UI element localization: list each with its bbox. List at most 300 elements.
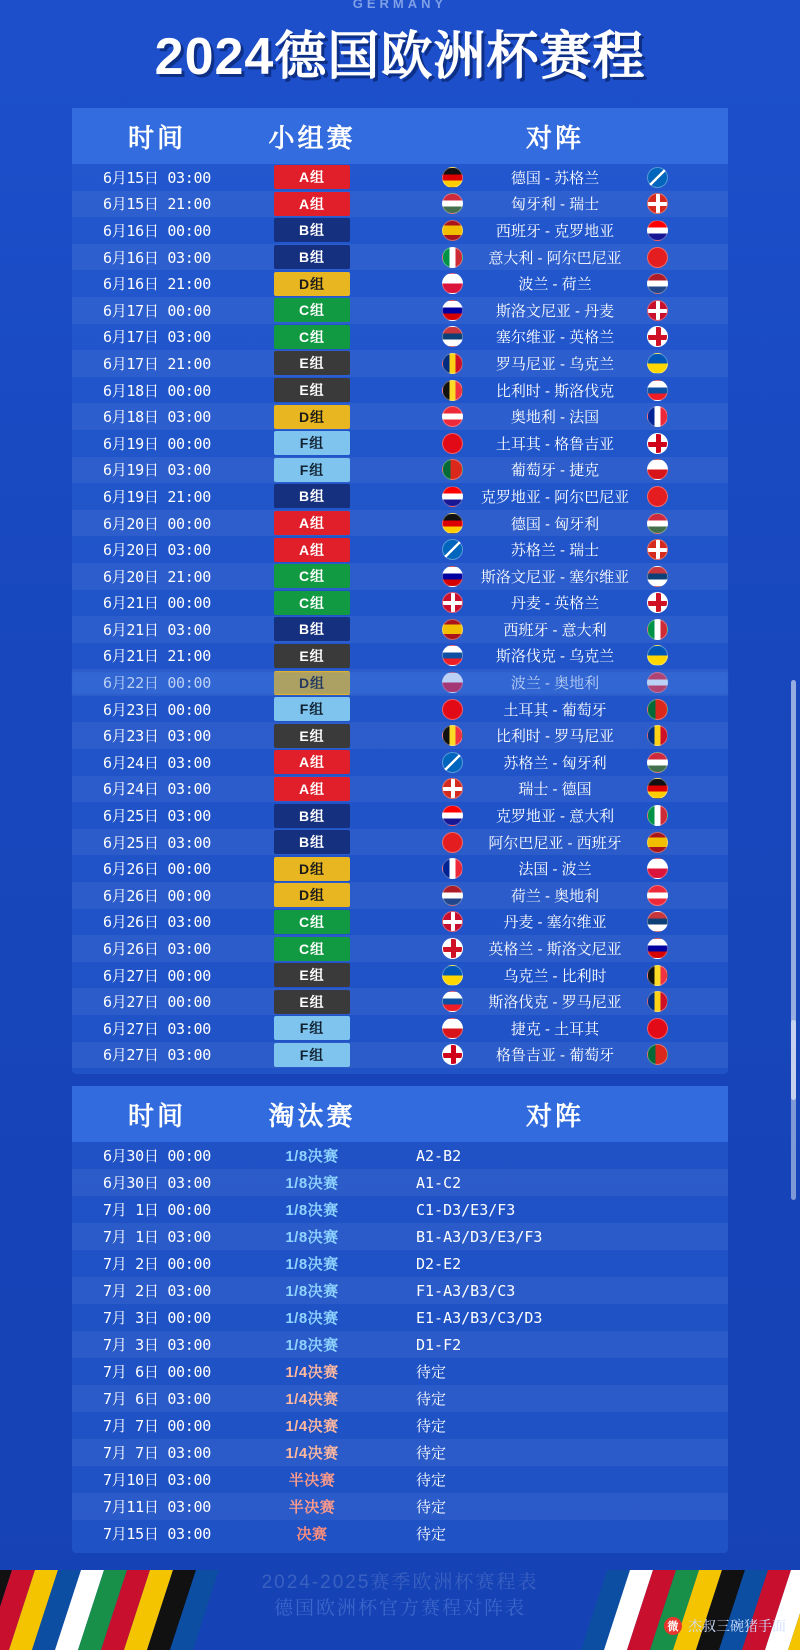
column-header-time: 时间: [127, 122, 186, 153]
table-row[interactable]: [72, 1304, 728, 1331]
table-row[interactable]: [72, 563, 728, 590]
group-badge: D组: [274, 405, 350, 429]
column-header-stage: 淘汰赛: [268, 1100, 356, 1131]
group-badge: B组: [274, 617, 350, 641]
group-badge: C组: [274, 910, 350, 934]
match-time: 6月27日 03:00: [103, 1019, 211, 1038]
match-time: 6月27日 00:00: [103, 966, 211, 985]
team-names: 捷克 - 土耳其: [510, 1020, 600, 1038]
table-row[interactable]: [72, 403, 728, 430]
team-names: 格鲁吉亚 - 葡萄牙: [495, 1047, 615, 1065]
flag-icon-fr: [647, 406, 668, 427]
page-title: 2024德国欧洲杯赛程: [154, 27, 646, 86]
group-cell: [242, 883, 382, 907]
flag-icon-ge: [647, 433, 668, 454]
knockout-stage-label: 1/8决赛: [285, 1256, 339, 1274]
group-badge: F组: [274, 431, 350, 455]
flag-icon-hu: [647, 513, 668, 534]
match-cell: [382, 725, 728, 746]
knockout-pairing: F1-A3/B3/C3: [416, 1281, 516, 1300]
flag-icon-at: [442, 406, 463, 427]
group-cell: [242, 671, 382, 695]
match-time: 6月27日 00:00: [103, 993, 211, 1012]
flag-icon-pt: [647, 1044, 668, 1065]
knockout-stage-label: 1/4决赛: [285, 1418, 339, 1436]
team-names: 德国 - 苏格兰: [510, 169, 600, 187]
knockout-stage-label: 1/8决赛: [285, 1148, 339, 1166]
table-row[interactable]: [72, 483, 728, 510]
knockout-stage-table: [72, 1086, 728, 1553]
group-badge: B组: [274, 218, 350, 242]
match-time: 6月16日 21:00: [103, 275, 211, 294]
team-names: 奥地利 - 法国: [510, 409, 600, 427]
table-row[interactable]: [72, 882, 728, 909]
match-time: 6月23日 03:00: [103, 727, 211, 746]
group-badge: A组: [274, 192, 350, 216]
team-names: 土耳其 - 格鲁吉亚: [495, 435, 615, 453]
table-row[interactable]: [72, 1042, 728, 1069]
knockout-pairing: D2-E2: [416, 1254, 462, 1273]
group-badge: D组: [274, 857, 350, 881]
table-row[interactable]: [72, 776, 728, 803]
group-badge: A组: [274, 538, 350, 562]
group-badge: E组: [274, 378, 350, 402]
flag-icon-rs: [647, 566, 668, 587]
poster-header: [0, 0, 800, 96]
group-cell: [242, 511, 382, 535]
table-row[interactable]: [72, 1196, 728, 1223]
table-row[interactable]: [72, 457, 728, 484]
group-cell: [242, 990, 382, 1014]
group-cell: [242, 617, 382, 641]
group-badge: B组: [274, 804, 350, 828]
flag-icon-pt: [647, 699, 668, 720]
table-row[interactable]: [72, 217, 728, 244]
match-time: 7月 3日 00:00: [103, 1309, 211, 1328]
group-cell: [242, 804, 382, 828]
team-names: 苏格兰 - 瑞士: [510, 542, 600, 560]
match-time: 6月26日 03:00: [103, 913, 211, 932]
group-cell: [242, 218, 382, 242]
knockout-pairing: 待定: [416, 1363, 447, 1382]
knockout-pairing: C1-D3/E3/F3: [416, 1200, 516, 1219]
knockout-table-header: [72, 1086, 728, 1142]
flag-icon-al: [647, 247, 668, 268]
group-cell: [242, 857, 382, 881]
table-row[interactable]: [72, 749, 728, 776]
table-row[interactable]: [72, 244, 728, 271]
group-badge: A组: [274, 750, 350, 774]
flag-icon-at: [647, 672, 668, 693]
match-cell: [382, 778, 728, 799]
knockout-stage-label: 1/4决赛: [285, 1445, 339, 1463]
table-row[interactable]: [72, 962, 728, 989]
match-time: 7月 1日 03:00: [103, 1228, 211, 1247]
match-cell: [382, 167, 728, 188]
match-time: 6月21日 00:00: [103, 594, 211, 613]
team-names: 丹麦 - 塞尔维亚: [503, 914, 607, 932]
flag-icon-tr: [442, 699, 463, 720]
table-row[interactable]: [72, 324, 728, 351]
table-row[interactable]: [72, 855, 728, 882]
table-row[interactable]: [72, 1250, 728, 1277]
flag-icon-it: [647, 805, 668, 826]
table-row[interactable]: [72, 988, 728, 1015]
table-row[interactable]: [72, 1331, 728, 1358]
match-time: 6月15日 21:00: [103, 195, 211, 214]
flag-icon-de: [442, 167, 463, 188]
knockout-stage-label: 半决赛: [288, 1472, 336, 1490]
team-names: 英格兰 - 斯洛文尼亚: [488, 941, 622, 959]
team-names: 阿尔巴尼亚 - 西班牙: [488, 834, 622, 852]
flag-icon-es: [442, 220, 463, 241]
table-row[interactable]: [72, 1169, 728, 1196]
match-cell: [382, 247, 728, 268]
match-cell: [382, 619, 728, 640]
flag-icon-be: [647, 965, 668, 986]
match-time: 6月26日 00:00: [103, 886, 211, 905]
match-time: 6月20日 03:00: [103, 541, 211, 560]
watermark-primary: 2024-2025赛季欧洲杯赛程表: [261, 1572, 539, 1593]
flag-icon-en: [647, 326, 668, 347]
match-cell: [382, 539, 728, 560]
match-cell: [382, 513, 728, 534]
match-cell: [382, 1044, 728, 1065]
match-time: 7月 3日 03:00: [103, 1336, 211, 1355]
group-cell: [242, 538, 382, 562]
group-cell: [242, 750, 382, 774]
flag-icon-ch: [647, 193, 668, 214]
match-time: 7月 7日 00:00: [103, 1417, 211, 1436]
flag-icon-sco: [647, 167, 668, 188]
table-row[interactable]: [72, 909, 728, 936]
group-cell: [242, 272, 382, 296]
table-row[interactable]: [72, 510, 728, 537]
match-time: 6月15日 03:00: [103, 168, 211, 187]
match-cell: [382, 220, 728, 241]
match-time: 6月24日 03:00: [103, 753, 211, 772]
match-time: 7月 1日 00:00: [103, 1201, 211, 1220]
match-time: 6月20日 00:00: [103, 514, 211, 533]
match-cell: [382, 752, 728, 773]
group-cell: [242, 830, 382, 854]
group-badge: D组: [274, 272, 350, 296]
team-names: 苏格兰 - 匈牙利: [503, 754, 607, 772]
flag-icon-si: [647, 938, 668, 959]
team-names: 德国 - 匈牙利: [510, 515, 600, 533]
table-row[interactable]: [72, 1358, 728, 1385]
match-cell: [382, 273, 728, 294]
flag-icon-sco: [442, 539, 463, 560]
match-cell: [382, 699, 728, 720]
table-row[interactable]: [72, 270, 728, 297]
team-names: 克罗地亚 - 阿尔巴尼亚: [480, 488, 630, 506]
table-row[interactable]: [72, 1385, 728, 1412]
flag-icon-hr: [442, 805, 463, 826]
match-time: 7月 6日 00:00: [103, 1363, 211, 1382]
team-names: 西班牙 - 意大利: [503, 621, 607, 639]
flag-icon-ua: [647, 645, 668, 666]
group-badge: E组: [274, 963, 350, 987]
group-cell: [242, 644, 382, 668]
group-badge: C组: [274, 937, 350, 961]
flag-icon-ch: [442, 778, 463, 799]
flag-icon-hu: [442, 193, 463, 214]
match-time: 6月26日 00:00: [103, 860, 211, 879]
group-cell: [242, 697, 382, 721]
team-names: 意大利 - 阿尔巴尼亚: [488, 249, 622, 267]
group-badge: B组: [274, 484, 350, 508]
group-badge: F组: [274, 1016, 350, 1040]
flag-icon-al: [647, 486, 668, 507]
match-cell: [382, 486, 728, 507]
match-time: 6月16日 03:00: [103, 248, 211, 267]
match-time: 7月15日 03:00: [103, 1525, 211, 1544]
team-names: 塞尔维亚 - 英格兰: [495, 329, 615, 347]
team-names: 土耳其 - 葡萄牙: [503, 701, 607, 719]
match-cell: [382, 406, 728, 427]
poster-footer: [0, 1550, 800, 1650]
group-rows-container: [72, 164, 728, 1068]
group-cell: [242, 777, 382, 801]
group-badge: F组: [274, 458, 350, 482]
flag-icon-ua: [442, 965, 463, 986]
table-row[interactable]: [72, 164, 728, 191]
flag-icon-cz: [647, 459, 668, 480]
flag-icon-at: [647, 885, 668, 906]
group-cell: [242, 351, 382, 375]
table-row[interactable]: [72, 1466, 728, 1493]
table-row[interactable]: [72, 191, 728, 218]
table-row[interactable]: [72, 590, 728, 617]
match-cell: [382, 566, 728, 587]
group-cell: [242, 910, 382, 934]
table-row[interactable]: [72, 1142, 728, 1169]
table-row[interactable]: [72, 297, 728, 324]
flag-icon-sco: [442, 752, 463, 773]
group-badge: A组: [274, 165, 350, 189]
flag-icon-hr: [442, 486, 463, 507]
table-row[interactable]: [72, 669, 728, 696]
knockout-pairing: A2-B2: [416, 1146, 462, 1165]
team-names: 比利时 - 斯洛伐克: [495, 382, 615, 400]
flag-icon-be: [442, 380, 463, 401]
group-badge: F组: [274, 1043, 350, 1067]
group-cell: [242, 564, 382, 588]
column-header-time: 时间: [127, 1100, 186, 1131]
group-badge: D组: [274, 671, 350, 695]
column-header-stage: 小组赛: [268, 122, 356, 153]
flag-icon-de: [647, 778, 668, 799]
table-row[interactable]: [72, 643, 728, 670]
group-cell: [242, 591, 382, 615]
table-row[interactable]: [72, 802, 728, 829]
match-cell: [382, 885, 728, 906]
match-time: 6月19日 21:00: [103, 487, 211, 506]
flag-icon-it: [647, 619, 668, 640]
table-row[interactable]: [72, 430, 728, 457]
column-header-match: 对阵: [525, 122, 584, 153]
group-badge: B组: [274, 245, 350, 269]
match-cell: [382, 459, 728, 480]
knockout-stage-label: 1/8决赛: [285, 1229, 339, 1247]
team-names: 克罗地亚 - 意大利: [495, 808, 615, 826]
team-names: 斯洛文尼亚 - 丹麦: [495, 302, 615, 320]
match-cell: [382, 858, 728, 879]
table-row[interactable]: [72, 696, 728, 723]
flag-icon-dk: [647, 300, 668, 321]
group-badge: C组: [274, 591, 350, 615]
flag-icon-tr: [647, 1018, 668, 1039]
table-row[interactable]: [72, 616, 728, 643]
flag-icon-ua: [647, 353, 668, 374]
flag-icon-be: [442, 725, 463, 746]
knockout-pairing: 待定: [416, 1444, 447, 1463]
group-badge: D组: [274, 883, 350, 907]
group-cell: [242, 937, 382, 961]
flag-icon-nl: [442, 885, 463, 906]
group-badge: C组: [274, 298, 350, 322]
team-names: 匈牙利 - 瑞士: [510, 196, 600, 214]
team-names: 瑞士 - 德国: [518, 781, 592, 799]
knockout-rows-container: [72, 1142, 728, 1547]
group-cell: [242, 484, 382, 508]
flag-icon-dk: [442, 592, 463, 613]
weibo-icon: 微: [664, 1617, 682, 1635]
group-cell: [242, 1016, 382, 1040]
flag-icon-sk: [442, 991, 463, 1012]
flag-icon-si: [442, 566, 463, 587]
match-cell: [382, 911, 728, 932]
group-badge: E组: [274, 724, 350, 748]
flag-icon-ro: [442, 353, 463, 374]
team-names: 斯洛文尼亚 - 塞尔维亚: [480, 568, 630, 586]
table-row[interactable]: [72, 722, 728, 749]
flag-icon-es: [442, 619, 463, 640]
team-names: 波兰 - 奥地利: [510, 675, 600, 693]
table-row[interactable]: [72, 350, 728, 377]
match-time: 6月27日 03:00: [103, 1046, 211, 1065]
knockout-stage-label: 1/8决赛: [285, 1283, 339, 1301]
column-header-match: 对阵: [525, 1100, 584, 1131]
knockout-pairing: 待定: [416, 1390, 447, 1409]
match-time: 7月 2日 00:00: [103, 1255, 211, 1274]
match-time: 6月25日 03:00: [103, 807, 211, 826]
group-cell: [242, 458, 382, 482]
table-row[interactable]: [72, 1223, 728, 1250]
table-row[interactable]: [72, 829, 728, 856]
group-cell: [242, 165, 382, 189]
author-credit: [664, 1616, 786, 1636]
flag-icon-sk: [647, 380, 668, 401]
knockout-stage-label: 半决赛: [288, 1499, 336, 1517]
flag-icon-it: [442, 247, 463, 268]
group-badge: A组: [274, 511, 350, 535]
match-cell: [382, 380, 728, 401]
flag-icon-pt: [442, 459, 463, 480]
team-names: 丹麦 - 英格兰: [510, 595, 600, 613]
flag-icon-pl: [442, 672, 463, 693]
match-time: 7月10日 03:00: [103, 1471, 211, 1490]
match-cell: [382, 353, 728, 374]
match-cell: [382, 1018, 728, 1039]
team-names: 法国 - 波兰: [518, 861, 592, 879]
flag-icon-dk: [442, 911, 463, 932]
match-time: 6月17日 00:00: [103, 301, 211, 320]
group-cell: [242, 405, 382, 429]
flag-icon-pl: [442, 273, 463, 294]
group-badge: E组: [274, 644, 350, 668]
match-cell: [382, 645, 728, 666]
knockout-pairing: E1-A3/B3/C3/D3: [416, 1308, 543, 1327]
group-cell: [242, 724, 382, 748]
knockout-stage-label: 1/8决赛: [285, 1202, 339, 1220]
watermark-secondary: 德国欧洲杯官方赛程对阵表: [273, 1598, 526, 1619]
team-names: 葡萄牙 - 捷克: [510, 462, 600, 480]
table-row[interactable]: [72, 1439, 728, 1466]
knockout-pairing: 待定: [416, 1525, 447, 1544]
scrollbar-thumb-secondary[interactable]: [791, 1020, 796, 1200]
group-cell: [242, 192, 382, 216]
table-row[interactable]: [72, 536, 728, 563]
table-row[interactable]: [72, 1493, 728, 1520]
match-cell: [382, 326, 728, 347]
match-cell: [382, 193, 728, 214]
match-time: 6月23日 00:00: [103, 700, 211, 719]
flag-icon-ro: [647, 991, 668, 1012]
flag-icon-es: [647, 832, 668, 853]
group-cell: [242, 298, 382, 322]
knockout-stage-label: 1/8决赛: [285, 1310, 339, 1328]
table-row[interactable]: [72, 377, 728, 404]
group-badge: C组: [274, 325, 350, 349]
flag-icon-ro: [647, 725, 668, 746]
flag-icon-tr: [442, 433, 463, 454]
table-row[interactable]: [72, 1277, 728, 1304]
flag-icon-cz: [442, 1018, 463, 1039]
match-cell: [382, 592, 728, 613]
flag-icon-hu: [647, 752, 668, 773]
match-time: 6月18日 00:00: [103, 381, 211, 400]
knockout-stage-label: 1/4决赛: [285, 1364, 339, 1382]
knockout-pairing: D1-F2: [416, 1335, 462, 1354]
knockout-stage-label: 1/4决赛: [285, 1391, 339, 1409]
match-time: 6月20日 21:00: [103, 567, 211, 586]
flag-icon-hr: [647, 220, 668, 241]
match-cell: [382, 433, 728, 454]
match-time: 7月 6日 03:00: [103, 1390, 211, 1409]
match-time: 6月21日 03:00: [103, 620, 211, 639]
match-time: 6月22日 00:00: [103, 674, 211, 693]
flag-icon-rs: [442, 326, 463, 347]
flag-icon-si: [442, 300, 463, 321]
match-time: 6月19日 00:00: [103, 434, 211, 453]
group-cell: [242, 431, 382, 455]
match-time: 6月18日 03:00: [103, 408, 211, 427]
table-row[interactable]: [72, 1015, 728, 1042]
flag-icon-ch: [647, 539, 668, 560]
knockout-stage-label: 决赛: [296, 1526, 328, 1544]
team-names: 罗马尼亚 - 乌克兰: [495, 355, 615, 373]
flag-icon-ge: [442, 1044, 463, 1065]
match-cell: [382, 965, 728, 986]
flag-icon-rs: [647, 911, 668, 932]
team-names: 斯洛伐克 - 罗马尼亚: [488, 994, 622, 1012]
table-row[interactable]: [72, 935, 728, 962]
table-row[interactable]: [72, 1412, 728, 1439]
group-stage-table: [72, 108, 728, 1074]
table-row[interactable]: [72, 1520, 728, 1547]
